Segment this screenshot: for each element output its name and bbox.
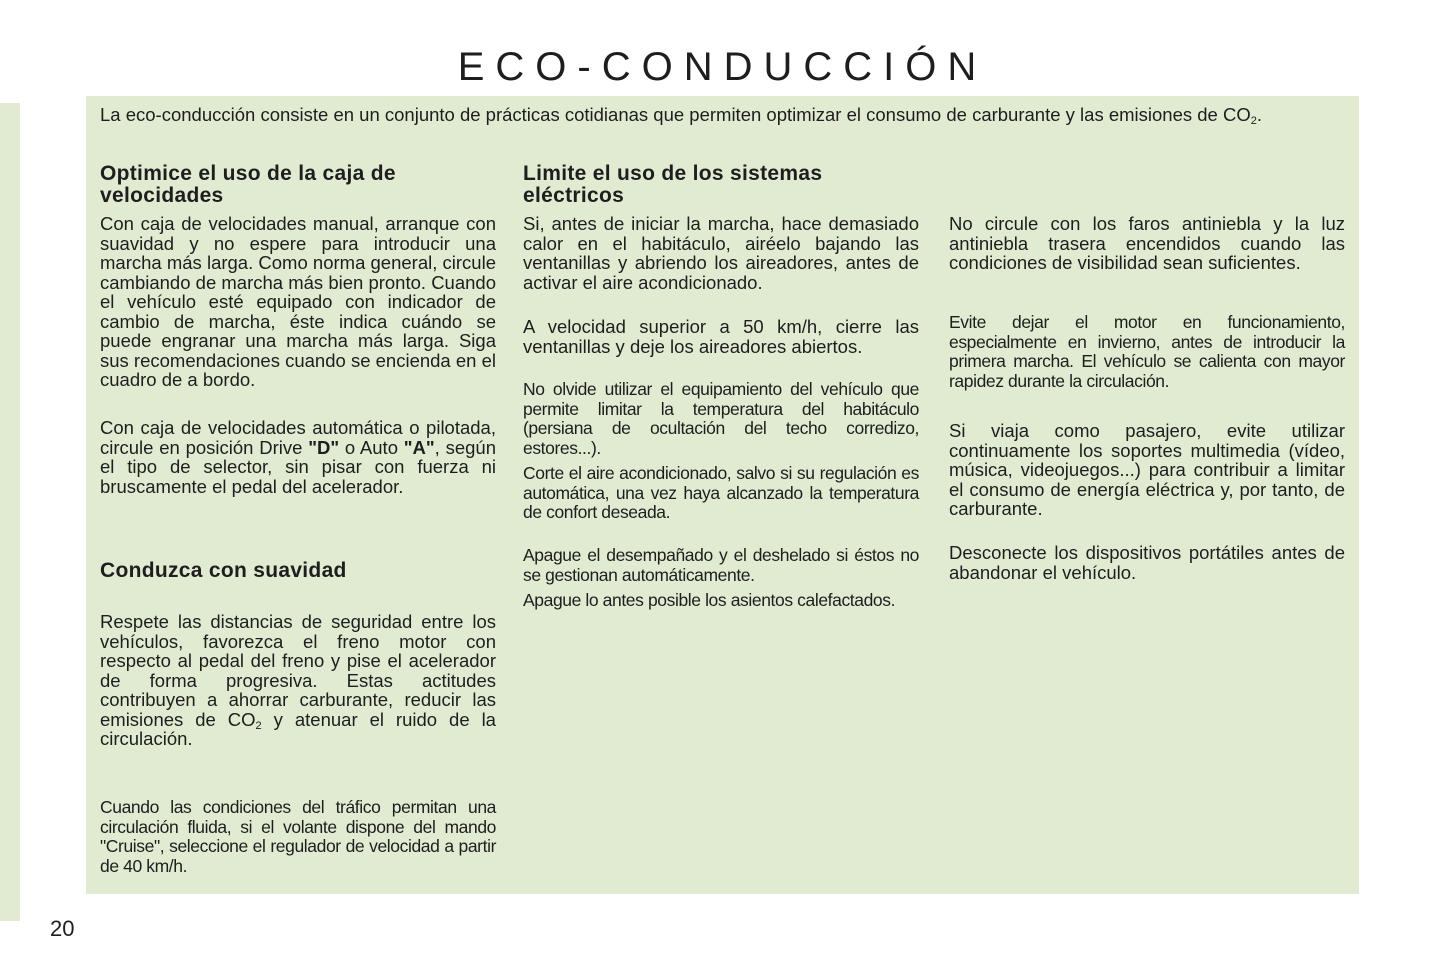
- paragraph-ventilate: Si, antes de iniciar la marcha, hace demasiado calor en el habitáculo, airéelo bajando las ventanillas y abriendo los aireadores, antes de activar el aire acondicionado.: [523, 213, 919, 293]
- text-automatic-c: , según el tipo de selector, sin pisar con fuerza ni bruscamente el pedal del acelerador.: [100, 436, 496, 497]
- text-distance-b: y atenuar el ruido de la circulación.: [100, 708, 496, 749]
- paragraph-cruise-control: Cuando las condiciones del tráfico permitan una circulación fluida, si el volante dispone del mando "Cruise", seleccione el regulador de velocidad a partir de 40 km/h.: [100, 797, 496, 876]
- paragraph-manual-gearbox: Con caja de velocidades manual, arranque con suavidad y no espere para introducir una marcha más larga. Como norma general, circule cambiando de marcha más bien pronto. Cuando el vehículo esté equipado con indicador de cambio de marcha, éste indica cuándo se puede engranar una marcha más larga. Siga sus recomendaciones cuando se encienda en el cuadro de a bordo.: [100, 213, 496, 390]
- co2-subscript: 2: [1250, 115, 1257, 127]
- paragraph-equipment: No olvide utilizar el equipamiento del vehículo que permite limitar la temperatura del habitáculo (persiana de ocultación del techo corredizo, estores...).: [523, 379, 919, 458]
- paragraph-safety-distance: [100, 612, 496, 749]
- paragraph-automatic-gearbox: [100, 418, 496, 496]
- text-distance-a: Respete las distancias de seguridad entre los vehículos, favorezca el freno motor con respecto al pedal del freno y pise el acelerador de forma progresiva. Estas actitudes contribuyen a ahorrar carburante, reducir las emisiones de CO: [100, 611, 496, 730]
- text-automatic-b: o Auto: [339, 436, 404, 458]
- page-number: 20: [50, 916, 75, 941]
- intro-paragraph: [100, 105, 1345, 125]
- paragraph-heated-seats: Apague lo antes posible los asientos calefactados.: [523, 590, 896, 610]
- paragraph-fog-lights: No circule con los faros antiniebla y la luz antiniebla trasera encendidos cuando las condiciones de visibilidad sean suficientes.: [949, 213, 1345, 273]
- text-drive-d: "D": [308, 436, 340, 458]
- paragraph-idling: Evite dejar el motor en funcionamiento, especialmente en invierno, antes de introducir la primera marcha. El vehículo se calienta con mayor rapidez durante la circulación.: [949, 312, 1345, 391]
- paragraph-windows: A velocidad superior a 50 km/h, cierre las ventanillas y deje los aireadores abiertos.: [523, 316, 919, 357]
- paragraph-portable-devices: Desconecte los dispositivos portátiles antes de abandonar el vehículo.: [949, 542, 1345, 583]
- paragraph-multimedia: Si viaja como pasajero, evite utilizar continuamente los soportes multimedia (vídeo, música, videojuegos...) para contribuir a limitar el consumo de energía eléctrica y, por tanto, de carburante.: [949, 420, 1345, 519]
- co2-subscript-2: 2: [255, 719, 262, 732]
- paragraph-defrost: Apague el desempañado y el deshelado si éstos no se gestionan automáticamente.: [523, 545, 919, 585]
- intro-end: .: [1256, 104, 1262, 125]
- side-strip: [0, 103, 20, 921]
- text-auto-a: "A": [403, 436, 435, 458]
- text-automatic-a: Con caja de velocidades automática o pilotada, circule en posición Drive: [100, 417, 496, 458]
- heading-electrical-systems: Limite el uso de los sistemas eléctricos: [523, 162, 823, 207]
- heading-gearbox: Optimice el uso de la caja de velocidades: [100, 162, 396, 207]
- heading-smooth-driving: Conduzca con suavidad: [100, 559, 347, 582]
- page-title: ECO-CONDUCCIÓN: [457, 44, 988, 89]
- intro-text: La eco-conducción consiste en un conjunto de prácticas cotidianas que permiten optimizar el consumo de carburante y las emisiones de CO: [100, 104, 1251, 125]
- paragraph-air-conditioning: Corte el aire acondicionado, salvo si su regulación es automática, una vez haya alcanzado la temperatura de confort deseada.: [523, 463, 919, 522]
